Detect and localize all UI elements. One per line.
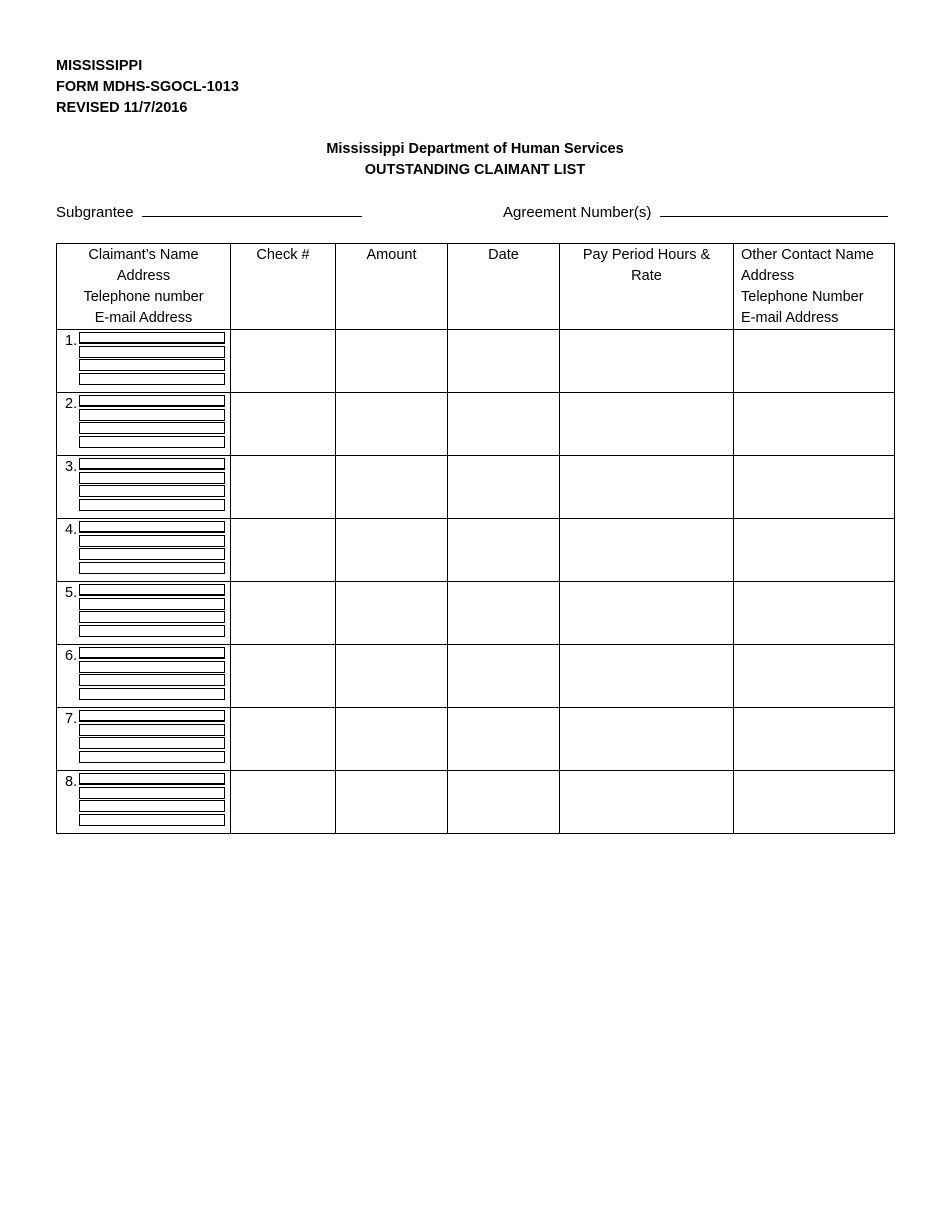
claimant-email-field[interactable] bbox=[79, 625, 225, 637]
date-cell[interactable] bbox=[448, 582, 560, 645]
check-cell[interactable] bbox=[231, 330, 336, 393]
amount-cell[interactable] bbox=[336, 519, 448, 582]
date-cell[interactable] bbox=[448, 393, 560, 456]
table-row bbox=[57, 393, 895, 456]
claimant-email-field[interactable] bbox=[79, 688, 225, 700]
claimant-name-field[interactable] bbox=[79, 710, 225, 722]
table-row bbox=[57, 519, 895, 582]
other-contact-cell[interactable] bbox=[734, 645, 895, 708]
claimant-entry-fields bbox=[79, 773, 225, 827]
row-number: 5. bbox=[65, 585, 78, 601]
row-number: 4. bbox=[65, 522, 78, 538]
amount-cell[interactable] bbox=[336, 456, 448, 519]
check-cell[interactable] bbox=[231, 645, 336, 708]
table-row bbox=[57, 330, 895, 393]
agreement-number-input[interactable] bbox=[660, 202, 888, 217]
claimant-name-field[interactable] bbox=[79, 584, 225, 596]
claimant-phone-field[interactable] bbox=[79, 800, 225, 812]
claimant-email-field[interactable] bbox=[79, 499, 225, 511]
row-number: 2. bbox=[65, 396, 78, 412]
claimant-name-field[interactable] bbox=[79, 521, 225, 533]
table-row bbox=[57, 708, 895, 771]
column-header-check: Check # bbox=[231, 244, 336, 330]
claimant-cell bbox=[57, 393, 231, 456]
other-contact-cell[interactable] bbox=[734, 456, 895, 519]
check-cell[interactable] bbox=[231, 519, 336, 582]
pay-period-cell[interactable] bbox=[560, 771, 734, 834]
date-cell[interactable] bbox=[448, 330, 560, 393]
claimant-cell bbox=[57, 708, 231, 771]
claimant-entry-fields bbox=[79, 584, 225, 638]
pay-period-cell[interactable] bbox=[560, 582, 734, 645]
claimant-address-field[interactable] bbox=[79, 724, 225, 736]
claimant-name-field[interactable] bbox=[79, 458, 225, 470]
table-row bbox=[57, 456, 895, 519]
claimant-entry-fields bbox=[79, 458, 225, 512]
claimant-cell bbox=[57, 456, 231, 519]
row-number: 3. bbox=[65, 459, 78, 475]
check-cell[interactable] bbox=[231, 771, 336, 834]
pay-period-cell[interactable] bbox=[560, 456, 734, 519]
form-state: MISSISSIPPI bbox=[56, 58, 143, 74]
agreement-number-label: Agreement Number(s) bbox=[503, 204, 652, 221]
pay-period-cell[interactable] bbox=[560, 393, 734, 456]
claimant-address-field[interactable] bbox=[79, 409, 225, 421]
date-cell[interactable] bbox=[448, 519, 560, 582]
claimant-entry-fields bbox=[79, 332, 225, 386]
claimant-phone-field[interactable] bbox=[79, 422, 225, 434]
claimant-entry-fields bbox=[79, 647, 225, 701]
column-header-other-contact: Other Contact Name Address Telephone Number E-mail Address bbox=[734, 244, 895, 330]
other-contact-cell[interactable] bbox=[734, 393, 895, 456]
column-header-amount: Amount bbox=[336, 244, 448, 330]
agreement-number-field bbox=[503, 202, 888, 223]
form-revised-date: REVISED 11/7/2016 bbox=[56, 100, 188, 116]
other-contact-cell[interactable] bbox=[734, 582, 895, 645]
amount-cell[interactable] bbox=[336, 393, 448, 456]
claimant-phone-field[interactable] bbox=[79, 611, 225, 623]
claimant-name-field[interactable] bbox=[79, 773, 225, 785]
date-cell[interactable] bbox=[448, 708, 560, 771]
check-cell[interactable] bbox=[231, 582, 336, 645]
subgrantee-field bbox=[56, 202, 362, 223]
other-contact-cell[interactable] bbox=[734, 330, 895, 393]
claimant-address-field[interactable] bbox=[79, 472, 225, 484]
other-contact-cell[interactable] bbox=[734, 708, 895, 771]
table-row bbox=[57, 771, 895, 834]
claimant-name-field[interactable] bbox=[79, 395, 225, 407]
table-row bbox=[57, 645, 895, 708]
claimant-cell bbox=[57, 771, 231, 834]
claimant-table bbox=[56, 243, 895, 834]
pay-period-cell[interactable] bbox=[560, 519, 734, 582]
other-contact-cell[interactable] bbox=[734, 771, 895, 834]
amount-cell[interactable] bbox=[336, 582, 448, 645]
row-number: 7. bbox=[65, 711, 78, 727]
date-cell[interactable] bbox=[448, 645, 560, 708]
claimant-email-field[interactable] bbox=[79, 562, 225, 574]
table-row bbox=[57, 582, 895, 645]
subgrantee-input[interactable] bbox=[142, 202, 362, 217]
form-number: FORM MDHS-SGOCL-1013 bbox=[56, 79, 239, 95]
agency-name: Mississippi Department of Human Services bbox=[326, 141, 624, 157]
claimant-entry-fields bbox=[79, 521, 225, 575]
claimant-phone-field[interactable] bbox=[79, 485, 225, 497]
claimant-entry-fields bbox=[79, 395, 225, 449]
table-header-row bbox=[57, 244, 895, 330]
claimant-address-field[interactable] bbox=[79, 535, 225, 547]
amount-cell[interactable] bbox=[336, 771, 448, 834]
row-number: 8. bbox=[65, 774, 78, 790]
claimant-email-field[interactable] bbox=[79, 436, 225, 448]
row-number: 1. bbox=[65, 333, 78, 349]
amount-cell[interactable] bbox=[336, 708, 448, 771]
amount-cell[interactable] bbox=[336, 645, 448, 708]
claimant-address-field[interactable] bbox=[79, 661, 225, 673]
claimant-email-field[interactable] bbox=[79, 751, 225, 763]
column-header-claimant: Claimant’s Name Address Telephone number E-mail Address bbox=[57, 244, 231, 330]
other-contact-cell[interactable] bbox=[734, 519, 895, 582]
claimant-address-field[interactable] bbox=[79, 598, 225, 610]
document-name: OUTSTANDING CLAIMANT LIST bbox=[364, 162, 586, 178]
claimant-email-field[interactable] bbox=[79, 373, 225, 385]
form-header bbox=[56, 56, 239, 119]
pay-period-cell[interactable] bbox=[560, 645, 734, 708]
claimant-name-field[interactable] bbox=[79, 647, 225, 659]
claimant-phone-field[interactable] bbox=[79, 737, 225, 749]
claimant-cell bbox=[57, 582, 231, 645]
claimant-entry-fields bbox=[79, 710, 225, 764]
column-header-date: Date bbox=[448, 244, 560, 330]
claimant-cell bbox=[57, 519, 231, 582]
pay-period-cell[interactable] bbox=[560, 330, 734, 393]
date-cell[interactable] bbox=[448, 456, 560, 519]
pay-period-cell[interactable] bbox=[560, 708, 734, 771]
claimant-address-field[interactable] bbox=[79, 346, 225, 358]
claimant-address-field[interactable] bbox=[79, 787, 225, 799]
subgrantee-label: Subgrantee bbox=[56, 204, 134, 221]
claimant-cell bbox=[57, 330, 231, 393]
claimant-phone-field[interactable] bbox=[79, 359, 225, 371]
check-cell[interactable] bbox=[231, 393, 336, 456]
document-title bbox=[0, 139, 950, 181]
check-cell[interactable] bbox=[231, 708, 336, 771]
claimant-name-field[interactable] bbox=[79, 332, 225, 344]
claimant-email-field[interactable] bbox=[79, 814, 225, 826]
column-header-pay-period: Pay Period Hours & Rate bbox=[560, 244, 734, 330]
check-cell[interactable] bbox=[231, 456, 336, 519]
date-cell[interactable] bbox=[448, 771, 560, 834]
row-number: 6. bbox=[65, 648, 78, 664]
claimant-cell bbox=[57, 645, 231, 708]
claimant-phone-field[interactable] bbox=[79, 674, 225, 686]
amount-cell[interactable] bbox=[336, 330, 448, 393]
claimant-phone-field[interactable] bbox=[79, 548, 225, 560]
